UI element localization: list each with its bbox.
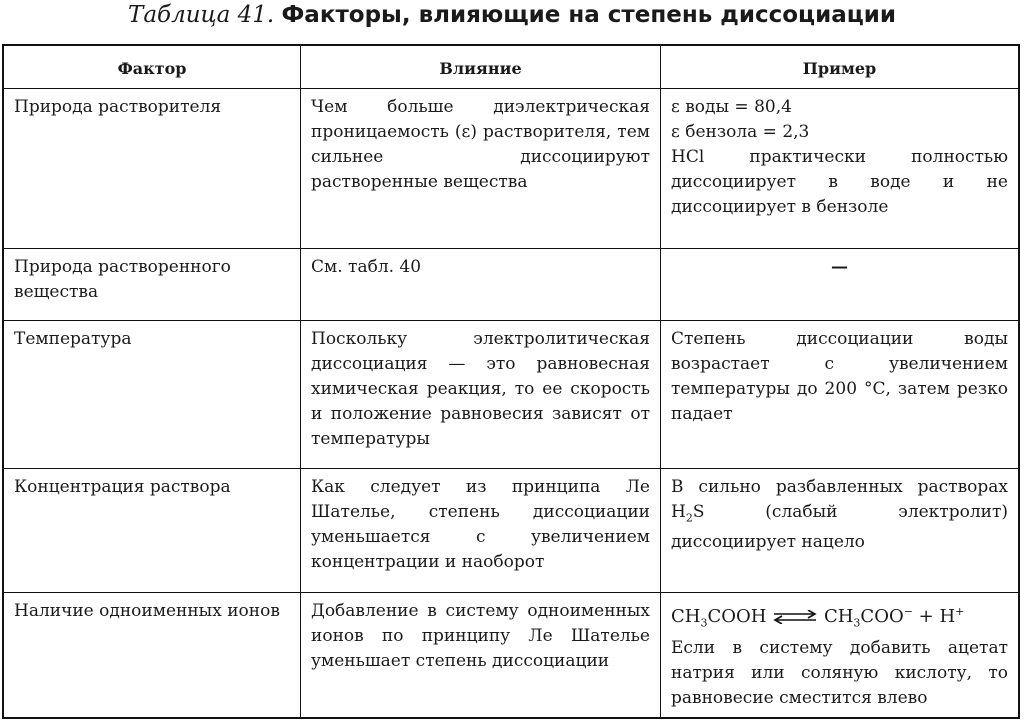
factor-cell: Наличие одноименных ионов — [4, 593, 301, 718]
influence-cell: Поскольку электролитическая диссоциация — это равновесная химическая реакция, то ее скорость и положение равновесия зависят от температуры — [301, 321, 661, 469]
example-cell: Степень диссоциации воды возрастает с увеличением температуры до 200 °С, затем резко падает — [671, 329, 1008, 424]
table-number: Таблица 41. — [127, 2, 275, 28]
table-title — [0, 0, 1024, 36]
table-row — [4, 320, 1018, 469]
example-line: ε бензола = 2,3 — [671, 122, 810, 142]
influence-cell: См. табл. 40 — [301, 249, 661, 321]
table-heading: Факторы, влияющие на степень диссоциации — [281, 2, 897, 28]
example-cell — [661, 89, 1018, 249]
header-factor: Фактор — [4, 46, 301, 88]
table-row — [4, 592, 1018, 718]
header-influence: Влияние — [301, 46, 661, 88]
example-line: HCl практически полностью диссоциирует в воде и не диссоциирует в бензоле — [671, 147, 1008, 217]
example-cell: — — [831, 257, 848, 277]
table-header-row — [4, 46, 1018, 88]
influence-cell: Добавление в систему одноименных ионов по принципу Ле Шателье уменьшает степень диссоциации — [301, 593, 661, 718]
equilibrium-arrows-icon — [772, 610, 818, 624]
table-row — [4, 468, 1018, 593]
example-text: Если в систему добавить ацетат натрия или соляную кислоту, то равновесие сместится влево — [671, 637, 1008, 708]
h2s-formula: $H_2S$ — [671, 502, 705, 525]
example-cell: В сильно разбавленных растворах $H_2S$ (слабый электролит) диссоциирует нацело — [671, 477, 1008, 553]
factor-cell: Природа растворителя — [4, 89, 301, 249]
influence-cell: Как следует из принципа Ле Шателье, степень диссоциации уменьшается с увеличением концентрации и наоборот — [301, 469, 661, 593]
dissociation-equation: $CH_3COOH$ $CH_3COO^- + H^+$ — [671, 605, 965, 630]
example-cell — [661, 593, 1018, 718]
table-row — [4, 88, 1018, 249]
factor-cell: Температура — [4, 321, 301, 469]
header-example: Пример — [802, 59, 877, 78]
factor-cell: Природа растворенного вещества — [4, 249, 301, 321]
dissociation-factors-table — [2, 44, 1020, 719]
table-row — [4, 248, 1018, 321]
influence-cell: Чем больше диэлектрическая проницаемость (ε) растворителя, тем сильнее диссоциируют растворенные вещества — [301, 89, 661, 249]
factor-cell: Концентрация раствора — [4, 469, 301, 593]
example-line: ε воды = 80,4 — [671, 97, 792, 117]
